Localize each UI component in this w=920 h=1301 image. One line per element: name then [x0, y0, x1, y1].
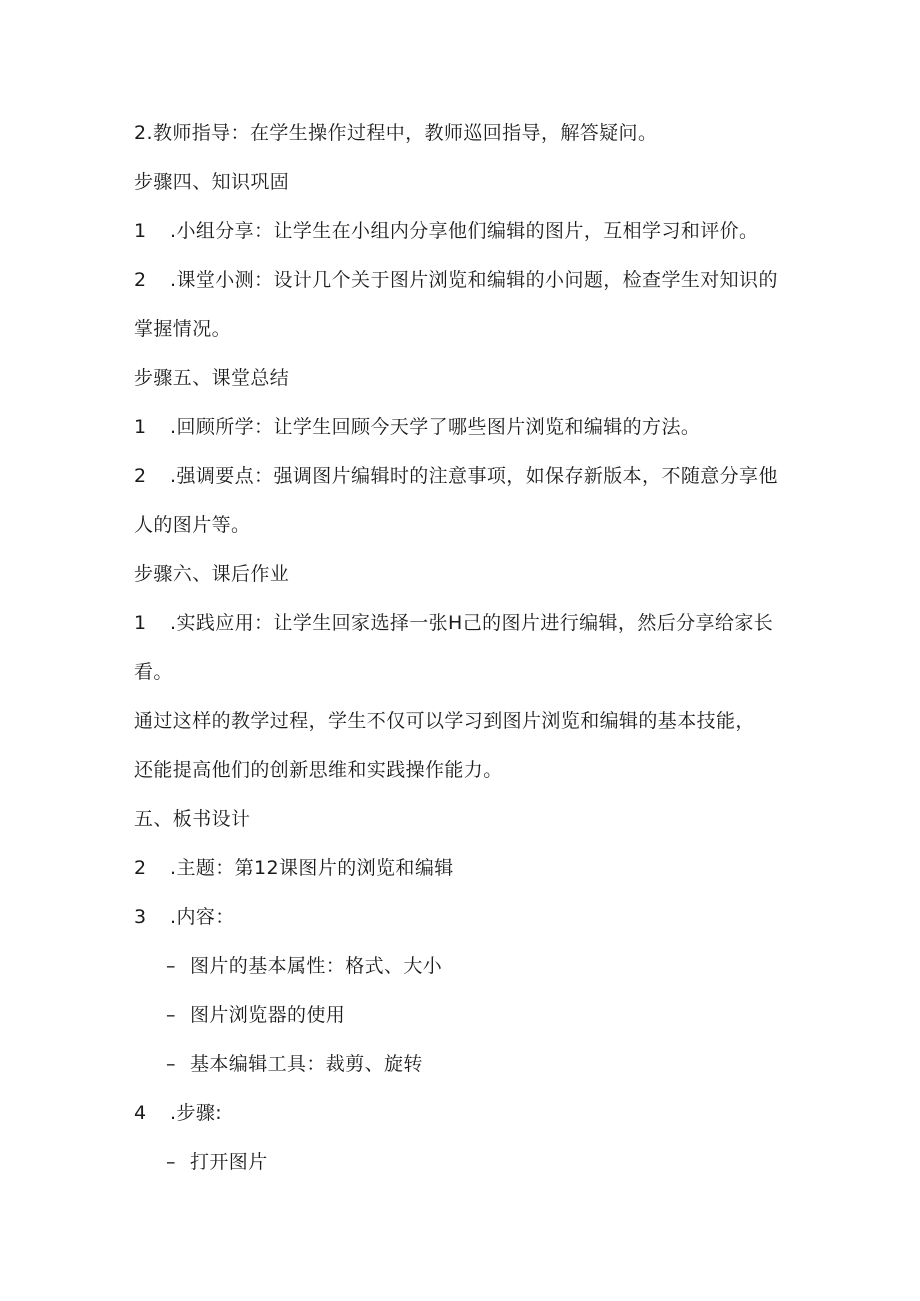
dash-marker: – [166, 1151, 176, 1173]
item-text: .内容： [170, 906, 235, 928]
heading-text: 步骤四、知识巩固 [134, 171, 290, 193]
item-text: 还能提高他们的创新思维和实践操作能力。 [134, 759, 503, 781]
item-text: .强调要点：强调图片编辑时的注意事项，如保存新版本，不随意分享他 [170, 465, 778, 487]
item-number: 1 [134, 416, 147, 438]
item-number: 2 [134, 857, 147, 879]
item-number: 2 [134, 465, 147, 487]
bullet-viewer-usage [166, 1003, 345, 1027]
dash-marker: – [166, 1053, 176, 1075]
paragraph-emphasize-cont [134, 513, 250, 537]
item-text: .回顾所学：让学生回顾今天学了哪些图片浏览和编辑的方法。 [170, 416, 701, 438]
paragraph-summary [134, 709, 755, 733]
bullet-open-image [166, 1150, 268, 1174]
item-text: 通过这样的教学过程，学生不仅可以学习到图片浏览和编辑的基本技能， [134, 710, 755, 732]
paragraph-summary-cont [134, 758, 503, 782]
item-text: 图片的基本属性：格式、大小 [190, 955, 443, 977]
item-text: 掌握情况。 [134, 318, 232, 340]
bullet-editing-tools [166, 1052, 423, 1076]
paragraph-group-share [134, 219, 758, 243]
item-text: .小组分享：让学生在小组内分享他们编辑的图片，互相学习和评价。 [170, 220, 759, 242]
dash-marker: – [166, 1004, 176, 1026]
item-text: 图片浏览器的使用 [190, 1004, 346, 1026]
paragraph-teacher-guidance [134, 121, 657, 145]
heading-board-design [134, 807, 250, 831]
heading-step-four [134, 170, 289, 194]
item-number: 2. [134, 122, 153, 144]
heading-text: 步骤五、课堂总结 [134, 367, 290, 389]
paragraph-class-quiz [134, 268, 778, 292]
item-number: 3 [134, 906, 147, 928]
paragraph-practice [134, 611, 773, 635]
item-text: .主题：第12课图片的浏览和编辑 [170, 857, 454, 879]
item-text: 教师指导：在学生操作过程中，教师巡回指导，解答疑问。 [152, 122, 658, 144]
paragraph-steps [134, 1101, 222, 1125]
item-text: 基本编辑工具：裁剪、旋转 [190, 1053, 423, 1075]
heading-text: 五、板书设计 [134, 808, 251, 830]
paragraph-class-quiz-cont [134, 317, 231, 341]
paragraph-topic [134, 856, 454, 880]
paragraph-emphasize [134, 464, 778, 488]
item-number: 1 [134, 220, 147, 242]
item-text: .课堂小测：设计几个关于图片浏览和编辑的小问题，检查学生对知识的 [170, 269, 778, 291]
heading-step-five [134, 366, 289, 390]
item-number: 2 [134, 269, 147, 291]
item-text: 打开图片 [190, 1151, 268, 1173]
paragraph-review [134, 415, 700, 439]
paragraph-content [134, 905, 235, 929]
item-text: .步骤: [170, 1102, 223, 1124]
paragraph-practice-cont [134, 660, 173, 684]
heading-step-six [134, 562, 289, 586]
item-number: 1 [134, 612, 147, 634]
item-number: 4 [134, 1102, 147, 1124]
item-text: .实践应用：让学生回家选择一张H己的图片进行编辑，然后分享给家长 [170, 612, 774, 634]
item-text: 看。 [134, 661, 173, 683]
heading-text: 步骤六、课后作业 [134, 563, 290, 585]
bullet-basic-properties [166, 954, 442, 978]
dash-marker: – [166, 955, 176, 977]
item-text: 人的图片等。 [134, 514, 251, 536]
